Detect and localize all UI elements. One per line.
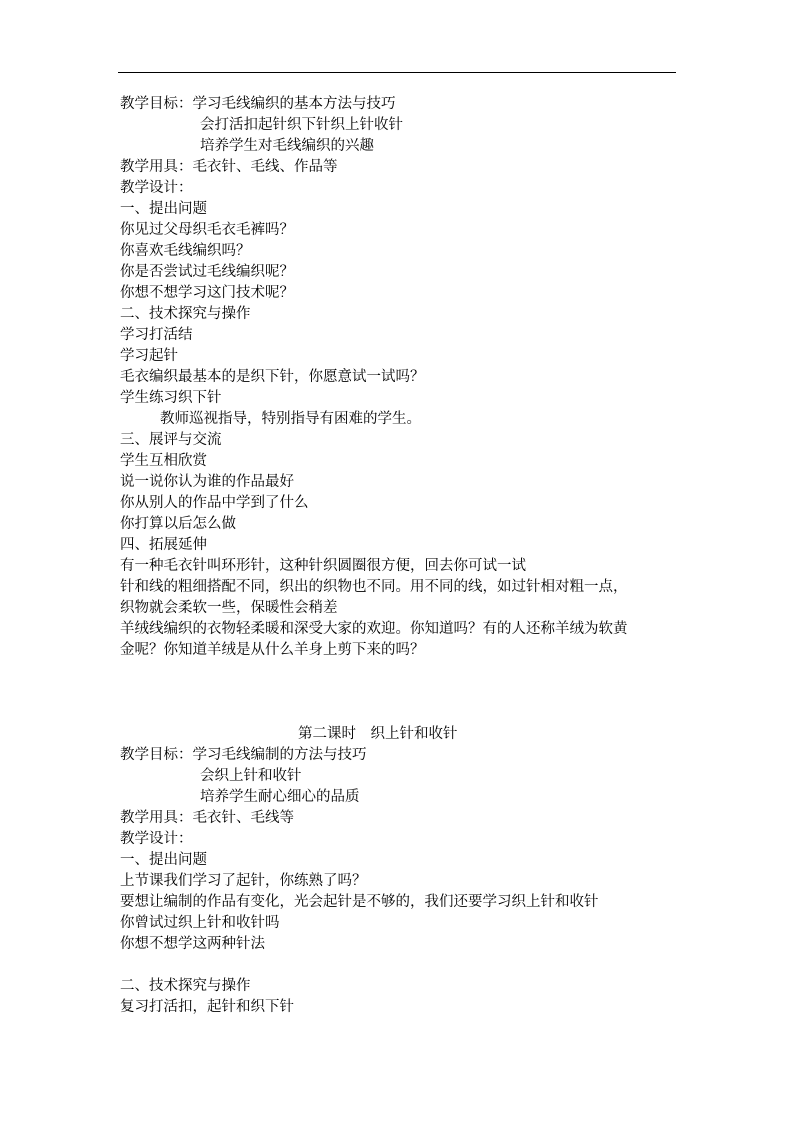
- text-line: 学生练习织下针: [120, 390, 222, 406]
- text-line: 织物就会柔软一些，保暖性会稍差: [120, 600, 338, 616]
- text-line: 学习起针: [120, 348, 178, 364]
- section-heading: 二、技术探究与操作: [120, 306, 251, 322]
- section-heading: 一、提出问题: [120, 852, 207, 868]
- document-body: [120, 94, 680, 1018]
- text-line: 你想不想学习这门技术呢？: [120, 285, 294, 301]
- text-line: 你喜欢毛线编织吗？: [120, 243, 251, 259]
- design-heading: 教学设计：: [120, 180, 193, 196]
- text-line: 你从别人的作品中学到了什么: [120, 495, 309, 511]
- text-line: 要想让编制的作品有变化，光会起针是不够的，我们还要学习织上针和收针: [120, 894, 599, 910]
- goal-line: 教学目标：学习毛线编织的基本方法与技巧: [120, 96, 396, 112]
- text-line: 金呢？你知道羊绒是从什么羊身上剪下来的吗？: [120, 642, 425, 658]
- lesson-title: 第二课时 织上针和收针: [298, 726, 458, 742]
- section-heading: 三、展评与交流: [120, 432, 222, 448]
- tools-line: 教学用具：毛衣针、毛线等: [120, 810, 294, 826]
- goal-line: 培养学生耐心细心的品质: [200, 789, 360, 805]
- text-line: 上节课我们学习了起针，你练熟了吗？: [120, 873, 367, 889]
- goal-line: 会织上针和收针: [200, 768, 302, 784]
- section-heading: 四、拓展延伸: [120, 537, 207, 553]
- text-line: 你打算以后怎么做: [120, 516, 236, 532]
- goal-line: 教学目标：学习毛线编制的方法与技巧: [120, 747, 367, 763]
- text-line: 有一种毛衣针叫环形针，这种针织圆圈很方便，回去你可试一试: [120, 558, 526, 574]
- text-line: 学习打活结: [120, 327, 193, 343]
- spacer: [120, 661, 680, 724]
- text-line: 针和线的粗细搭配不同，织出的织物也不同。用不同的线，如过针相对粗一点，: [120, 579, 628, 595]
- design-heading: 教学设计：: [120, 831, 193, 847]
- spacer: [120, 955, 680, 976]
- text-line: 你见过父母织毛衣毛裤吗？: [120, 222, 294, 238]
- text-line: 学生互相欣赏: [120, 453, 207, 469]
- goal-line: 培养学生对毛线编织的兴趣: [200, 138, 374, 154]
- tools-line: 教学用具：毛衣针、毛线、作品等: [120, 159, 338, 175]
- header-rule: [118, 72, 676, 73]
- text-line: 你曾试过织上针和收针吗: [120, 915, 280, 931]
- text-line: 你是否尝试过毛线编织呢？: [120, 264, 294, 280]
- text-line: 教师巡视指导，特别指导有困难的学生。: [160, 411, 421, 427]
- text-line: 说一说你认为谁的作品最好: [120, 474, 294, 490]
- goal-line: 会打活扣起针织下针织上针收针: [200, 117, 403, 133]
- text-line: 复习打活扣，起针和织下针: [120, 999, 294, 1015]
- section-heading: 二、技术探究与操作: [120, 978, 251, 994]
- text-line: 毛衣编织最基本的是织下针，你愿意试一试吗？: [120, 369, 425, 385]
- text-line: 你想不想学这两种针法: [120, 936, 265, 952]
- text-line: 羊绒线编织的衣物轻柔暖和深受大家的欢迎。你知道吗？有的人还称羊绒为软黄: [120, 621, 628, 637]
- section-heading: 一、提出问题: [120, 201, 207, 217]
